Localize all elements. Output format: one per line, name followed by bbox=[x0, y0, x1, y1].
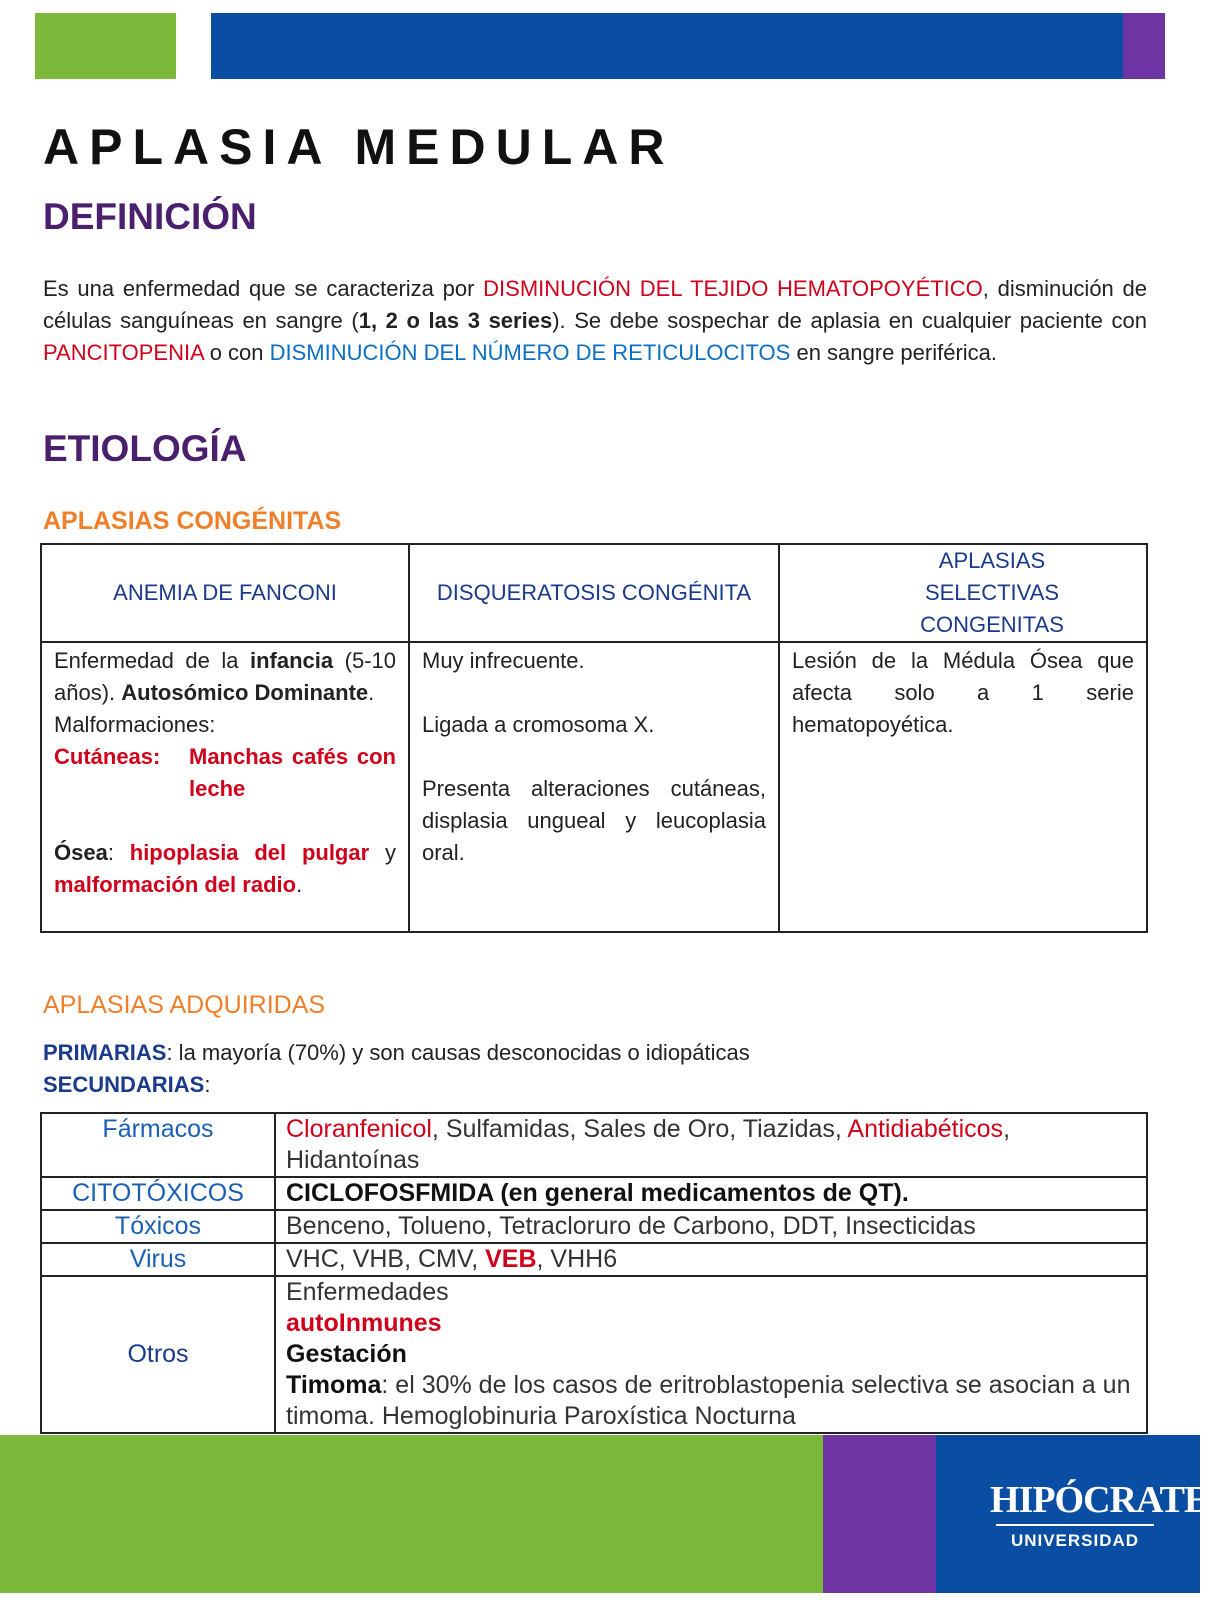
fanconi-osea-colon: : bbox=[107, 840, 130, 865]
definicion-highlight-pancitopenia: PANCITOPENIA bbox=[43, 340, 204, 365]
footer-purple-bar bbox=[823, 1435, 936, 1593]
footer-green-bar bbox=[0, 1435, 823, 1593]
fanconi-osea-label: Ósea bbox=[54, 840, 108, 865]
table-row bbox=[41, 1243, 1147, 1276]
fanconi-cutaneas-text: Manchas cafés con leche bbox=[189, 744, 396, 801]
congenitas-table bbox=[40, 543, 1148, 933]
otros-timoma-label: Timoma bbox=[286, 1371, 382, 1399]
header-blue-bar bbox=[211, 13, 1123, 79]
fanconi-infancia: infancia bbox=[249, 648, 334, 673]
secundarias-line bbox=[43, 1072, 210, 1098]
otros-timoma-text: : el 30% de los casos de eritroblastopenia selectiva se asocian a un timoma. Hemoglobinuria Paroxística Nocturna bbox=[286, 1371, 1131, 1430]
disqueratosis-line-2: Ligada a cromosoma X. bbox=[422, 712, 655, 737]
header-green-bar bbox=[35, 13, 176, 79]
congenitas-header-row bbox=[41, 544, 1147, 642]
primarias-line bbox=[43, 1040, 750, 1066]
definicion-heading: DEFINICIÓN bbox=[43, 196, 257, 237]
table-row bbox=[41, 1113, 1147, 1177]
secundarias-label: SECUNDARIAS bbox=[43, 1072, 205, 1097]
disqueratosis-line-1: Muy infrecuente. bbox=[422, 648, 585, 673]
value-otros bbox=[275, 1276, 1147, 1433]
label-toxicos: Tóxicos bbox=[41, 1210, 275, 1243]
antidiabeticos: Antidiabéticos bbox=[847, 1115, 1004, 1143]
fanconi-end: . bbox=[296, 872, 303, 897]
table-row bbox=[41, 1210, 1147, 1243]
definicion-text-1: Es una enfermedad que se caracteriza por bbox=[43, 276, 484, 301]
disqueratosis-line-3: Presenta alteraciones cutáneas, displasia ungueal y leucoplasia oral. bbox=[422, 776, 766, 865]
table-row bbox=[41, 1276, 1147, 1433]
page-title: APLASIA MEDULAR bbox=[43, 119, 675, 175]
definicion-text-5: en sangre periférica. bbox=[790, 340, 998, 365]
definicion-highlight-series: 1, 2 o las 3 series bbox=[358, 308, 553, 333]
fanconi-age: (5-10 años). bbox=[54, 648, 396, 705]
value-farmacos bbox=[275, 1113, 1147, 1177]
congenitas-heading: APLASIAS CONGÉNITAS bbox=[43, 507, 342, 535]
fanconi-cutaneas-label: Cutáneas: bbox=[54, 744, 161, 769]
fanconi-text: Enfermedad de la bbox=[54, 648, 250, 673]
fanconi-malformaciones: Malformaciones: bbox=[54, 712, 216, 737]
value-citotoxicos: CICLOFOSFMIDA (en general medicamentos de QT). bbox=[275, 1177, 1147, 1210]
value-virus bbox=[275, 1243, 1147, 1276]
label-otros: Otros bbox=[41, 1276, 275, 1433]
otros-enfermedades: Enfermedades bbox=[286, 1278, 449, 1306]
fanconi-radio: malformación del radio bbox=[54, 872, 297, 897]
fanconi-y: y bbox=[369, 840, 396, 865]
label-citotoxicos: CITOTÓXICOS bbox=[41, 1177, 275, 1210]
definicion-text-4: o con bbox=[203, 340, 270, 365]
adquiridas-heading: APLASIAS ADQUIRIDAS bbox=[43, 991, 326, 1019]
otros-autoinmunes: autoInmunes bbox=[286, 1309, 442, 1337]
adquiridas-table bbox=[40, 1112, 1148, 1434]
congenitas-body-row bbox=[41, 642, 1147, 932]
fanconi-hipoplasia: hipoplasia del pulgar bbox=[129, 840, 370, 865]
cell-disqueratosis bbox=[409, 642, 779, 932]
logo-divider bbox=[996, 1524, 1154, 1526]
definicion-highlight-tejido: DISMINUCIÓN DEL TEJIDO HEMATOPOYÉTICO bbox=[483, 276, 983, 301]
virus-text-1: VHC, VHB, CMV, bbox=[286, 1245, 486, 1273]
fanconi-herencia: Autosómico Dominante bbox=[121, 680, 369, 705]
header-fanconi: ANEMIA DE FANCONI bbox=[41, 544, 409, 642]
cell-selectivas: Lesión de la Médula Ósea que afecta solo a 1 serie hematopoyética. bbox=[779, 642, 1147, 932]
header-purple-bar bbox=[1123, 13, 1165, 79]
university-logo bbox=[990, 1478, 1228, 1551]
farmacos-text-1: , Sulfamidas, Sales de Oro, Tiazidas, bbox=[431, 1115, 848, 1143]
definicion-paragraph bbox=[43, 273, 1147, 369]
value-toxicos: Benceno, Tolueno, Tetracloruro de Carbono, DDT, Insecticidas bbox=[275, 1210, 1147, 1243]
header-selectivas: APLASIAS SELECTIVAS CONGENITAS bbox=[779, 544, 1147, 642]
primarias-label: PRIMARIAS bbox=[43, 1040, 167, 1065]
etiologia-heading: ETIOLOGÍA bbox=[43, 428, 247, 469]
definicion-highlight-reticulocitos: DISMINUCIÓN DEL NÚMERO DE RETICULOCITOS bbox=[269, 340, 791, 365]
virus-veb: VEB bbox=[485, 1245, 537, 1273]
otros-gestacion: Gestación bbox=[286, 1340, 407, 1368]
table-row bbox=[41, 1177, 1147, 1210]
cell-fanconi bbox=[41, 642, 409, 932]
fanconi-period: . bbox=[368, 680, 375, 705]
label-farmacos: Fármacos bbox=[41, 1113, 275, 1177]
secundarias-colon: : bbox=[204, 1072, 211, 1097]
logo-sub-text: UNIVERSIDAD bbox=[1010, 1531, 1140, 1550]
virus-text-2: , VHH6 bbox=[536, 1245, 618, 1273]
definicion-text-3: ). Se debe sospechar de aplasia en cualquier paciente con bbox=[552, 308, 1147, 333]
cloranfenicol: Cloranfenicol bbox=[286, 1115, 432, 1143]
definicion-text-2: , disminución de células sanguíneas en sangre ( bbox=[43, 276, 1147, 333]
primarias-text: : la mayoría (70%) y son causas desconocidas o idiopáticas bbox=[166, 1040, 750, 1065]
logo-main-text: HIPÓCRATES bbox=[990, 1479, 1228, 1521]
label-virus: Virus bbox=[41, 1243, 275, 1276]
header-disqueratosis: DISQUERATOSIS CONGÉNITA bbox=[409, 544, 779, 642]
farmacos-text-2: , Hidantoínas bbox=[286, 1115, 1011, 1174]
